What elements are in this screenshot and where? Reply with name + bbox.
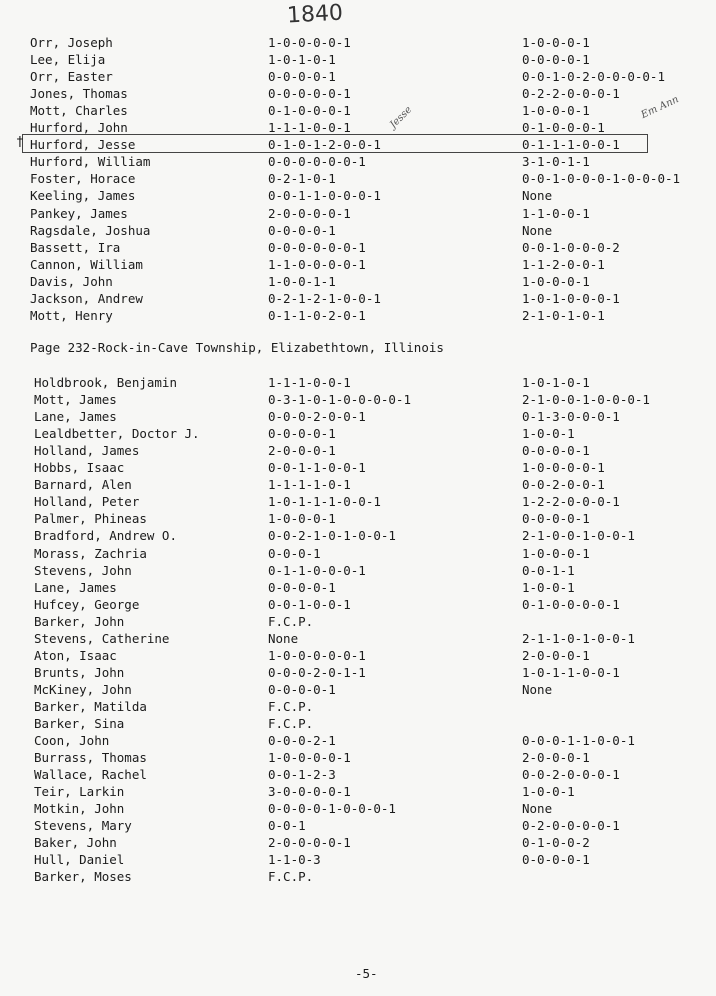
list-item (0, 834, 716, 851)
household-males: 1-0-0-0-0-0-1 (268, 647, 366, 663)
person-name: Stevens, John (34, 562, 132, 578)
household-males: 1-0-0-1-1 (268, 273, 336, 289)
household-males: 0-0-0-0-0-1 (268, 86, 351, 102)
household-males: 0-0-0-0-1 (268, 426, 336, 442)
household-females: 0-1-1-1-0-0-1 (522, 137, 620, 153)
household-males: 1-0-0-0-1 (268, 511, 336, 527)
person-name: Barker, John (34, 613, 125, 629)
handwritten-year: 1840 (286, 0, 344, 29)
household-females: 2-0-0-0-1 (522, 647, 590, 663)
household-females: 0-1-3-0-0-0-1 (522, 409, 620, 425)
household-females: 1-0-0-1 (522, 426, 575, 442)
person-name: Bassett, Ira (30, 239, 121, 255)
household-males: 0-1-1-0-0-0-1 (268, 562, 366, 578)
person-name: Brunts, John (34, 664, 125, 680)
person-name: Pankey, James (30, 205, 128, 221)
list-item (0, 613, 716, 630)
list-item (0, 817, 716, 834)
household-females: 0-0-2-0-0-0-1 (522, 767, 620, 783)
person-name: McKiney, John (34, 681, 132, 697)
person-name: Hurford, Jesse (30, 137, 136, 153)
list-item (0, 596, 716, 613)
list-item (0, 205, 716, 222)
person-name: Lane, James (34, 409, 117, 425)
household-females: 1-0-0-0-0-1 (522, 460, 605, 476)
list-item (0, 527, 716, 544)
person-name: Teir, Larkin (34, 784, 125, 800)
person-name: Lealdbetter, Doctor J. (34, 426, 200, 442)
person-name: Orr, Joseph (30, 35, 113, 50)
list-item (0, 459, 716, 476)
household-females: 1-0-0-1 (522, 784, 575, 800)
household-males: 2-0-0-0-1 (268, 443, 336, 459)
list-item (0, 222, 716, 239)
person-name: Holdbrook, Benjamin (34, 375, 177, 390)
list-item (0, 510, 716, 527)
household-females: 1-0-0-1 (522, 579, 575, 595)
household-females: 1-0-1-0-0-0-1 (522, 290, 620, 306)
person-name: Lee, Elija (30, 52, 106, 68)
list-item (0, 102, 716, 119)
household-males: 2-0-0-0-0-1 (268, 205, 351, 221)
list-item (0, 766, 716, 783)
household-males: 0-0-0-0-0-0-1 (268, 154, 366, 170)
household-males: 1-0-1-1-1-0-0-1 (268, 494, 381, 510)
list-item (0, 307, 716, 324)
household-males: 0-0-1 (268, 818, 306, 834)
person-name: Ragsdale, Joshua (30, 222, 151, 238)
household-males: 0-0-1-0-0-1 (268, 596, 351, 612)
person-name: Barker, Sina (34, 716, 125, 731)
list-item (0, 153, 716, 170)
list-item (0, 290, 716, 307)
person-name: Mott, James (34, 392, 117, 408)
household-females: 0-0-1-0-2-0-0-0-0-1 (522, 69, 665, 85)
list-item (0, 170, 716, 187)
household-males: 0-0-0-0-1 (268, 681, 336, 697)
household-females: 0-1-0-0-2 (522, 835, 590, 851)
person-name: Barker, Moses (34, 869, 132, 885)
household-females: 0-0-0-1-1-0-0-1 (522, 733, 635, 749)
person-name: Wallace, Rachel (34, 767, 147, 783)
person-name: Hurford, John (30, 120, 128, 136)
section-heading: Page 232-Rock-in-Cave Township, Elizabethtown, Illinois (30, 340, 444, 355)
household-males: 1-1-1-0-0-1 (268, 375, 351, 390)
household-females: 0-0-0-0-1 (522, 52, 590, 68)
person-name: Hull, Daniel (34, 852, 125, 868)
household-males: 0-0-0-2-0-0-1 (268, 409, 366, 425)
list-item (0, 715, 716, 732)
person-name: Hurford, William (30, 154, 151, 170)
person-name: Bradford, Andrew O. (34, 528, 177, 544)
household-females: 1-2-2-0-0-0-1 (522, 494, 620, 510)
list-item (0, 647, 716, 664)
household-males: 3-0-0-0-0-1 (268, 784, 351, 800)
list-item (0, 85, 716, 102)
person-name: Mott, Henry (30, 307, 113, 323)
person-name: Stevens, Mary (34, 818, 132, 834)
list-item (0, 545, 716, 562)
household-males: 0-0-0-1 (268, 545, 321, 561)
list-item (0, 119, 716, 136)
list-item (0, 851, 716, 868)
household-females: 0-0-0-0-1 (522, 443, 590, 459)
person-name: Jackson, Andrew (30, 290, 143, 306)
household-females: 1-0-0-0-1 (522, 35, 590, 50)
household-females: None (522, 188, 553, 204)
person-name: Hobbs, Isaac (34, 460, 125, 476)
household-males: None (268, 630, 299, 646)
person-name: Davis, John (30, 273, 113, 289)
list-item (0, 136, 716, 153)
list-item (0, 562, 716, 579)
list-item (0, 374, 716, 391)
person-name: Hufcey, George (34, 596, 140, 612)
list-item (0, 391, 716, 408)
household-males: 0-0-1-2-3 (268, 767, 336, 783)
household-males: 1-1-1-1-0-1 (268, 477, 351, 493)
household-females: 0-0-1-1 (522, 562, 575, 578)
household-males: 0-1-1-0-2-0-1 (268, 307, 366, 323)
person-name: Palmer, Phineas (34, 511, 147, 527)
household-males: F.C.P. (268, 613, 314, 629)
household-females: 1-0-1-0-1 (522, 375, 590, 390)
household-females: None (522, 222, 553, 238)
person-name: Coon, John (34, 733, 110, 749)
person-name: Barker, Matilda (34, 698, 147, 714)
list-item (0, 664, 716, 681)
list-item (0, 239, 716, 256)
household-males: 0-3-1-0-1-0-0-0-0-1 (268, 392, 411, 408)
list-item (0, 256, 716, 273)
household-females: 2-0-0-0-1 (522, 750, 590, 766)
person-name: Cannon, William (30, 256, 143, 272)
person-name: Jones, Thomas (30, 86, 128, 102)
household-females: 1-0-0-0-1 (522, 545, 590, 561)
household-females: 1-1-2-0-0-1 (522, 256, 605, 272)
household-males: 0-0-0-0-1-0-0-0-1 (268, 801, 396, 817)
household-females: None (522, 801, 553, 817)
list-item (0, 51, 716, 68)
person-name: Holland, James (34, 443, 140, 459)
list-item (0, 187, 716, 204)
household-males: 1-1-0-3 (268, 852, 321, 868)
person-name: Motkin, John (34, 801, 125, 817)
handwritten-note-jesse: Jesse (387, 104, 415, 131)
household-males: 0-0-0-2-1 (268, 733, 336, 749)
household-males: 1-0-0-0-0-1 (268, 750, 351, 766)
household-females: 1-0-0-0-1 (522, 273, 590, 289)
household-males: 0-0-0-0-1 (268, 222, 336, 238)
household-females: 0-0-0-0-1 (522, 511, 590, 527)
list-item (0, 698, 716, 715)
household-females: 0-2-2-0-0-0-1 (522, 86, 620, 102)
household-males: F.C.P. (268, 698, 314, 714)
page-number: -5- (355, 966, 378, 981)
person-name: Keeling, James (30, 188, 136, 204)
list-item (0, 749, 716, 766)
household-females: 0-1-0-0-0-1 (522, 120, 605, 136)
household-females: 1-0-1-1-0-0-1 (522, 664, 620, 680)
household-females: 2-1-0-0-1-0-0-0-1 (522, 392, 650, 408)
household-males: 1-1-0-0-0-0-1 (268, 256, 366, 272)
household-females: 0-0-0-0-1 (522, 852, 590, 868)
household-males: 2-0-0-0-0-1 (268, 835, 351, 851)
list-item (0, 579, 716, 596)
household-males: 1-0-1-0-1 (268, 52, 336, 68)
household-females: 0-0-1-0-0-0-1-0-0-0-1 (522, 171, 681, 187)
list-item (0, 273, 716, 290)
list-item (0, 681, 716, 698)
household-males: 0-0-0-0-1 (268, 69, 336, 85)
household-males: 0-1-0-1-2-0-0-1 (268, 137, 381, 153)
household-males: 0-2-1-2-1-0-0-1 (268, 290, 381, 306)
person-name: Orr, Easter (30, 69, 113, 85)
household-females: None (522, 681, 553, 697)
household-males: 0-0-1-1-0-0-1 (268, 460, 366, 476)
list-item (0, 493, 716, 510)
household-males: 0-0-2-1-0-1-0-0-1 (268, 528, 396, 544)
household-males: 0-0-0-0-1 (268, 579, 336, 595)
person-name: Mott, Charles (30, 103, 128, 119)
list-item (0, 732, 716, 749)
person-name: Baker, John (34, 835, 117, 851)
household-females: 0-0-1-0-0-0-2 (522, 239, 620, 255)
household-females: 1-1-0-0-1 (522, 205, 590, 221)
household-males: 0-0-1-1-0-0-0-1 (268, 188, 381, 204)
household-females: 3-1-0-1-1 (522, 154, 590, 170)
handwritten-note-em-ann: Em Ann (639, 94, 681, 121)
household-males: F.C.P. (268, 869, 314, 885)
household-males: 0-0-0-0-0-0-1 (268, 239, 366, 255)
household-females: 0-2-0-0-0-0-1 (522, 818, 620, 834)
household-males: 1-0-0-0-0-1 (268, 35, 351, 50)
person-name: Foster, Horace (30, 171, 136, 187)
household-males: 0-0-0-2-0-1-1 (268, 664, 366, 680)
household-females: 1-0-0-0-1 (522, 103, 590, 119)
list-item (0, 800, 716, 817)
person-name: Stevens, Catherine (34, 630, 170, 646)
household-males: F.C.P. (268, 716, 314, 731)
person-name: Holland, Peter (34, 494, 140, 510)
list-item (0, 408, 716, 425)
household-males: 0-1-0-0-0-1 (268, 103, 351, 119)
person-name: Burrass, Thomas (34, 750, 147, 766)
list-item (0, 34, 716, 51)
list-item (0, 783, 716, 800)
list-item (0, 68, 716, 85)
list-item (0, 868, 716, 885)
household-females: 0-1-0-0-0-0-1 (522, 596, 620, 612)
list-item (0, 425, 716, 442)
household-females: 0-0-2-0-0-1 (522, 477, 605, 493)
household-females: 2-1-0-1-0-1 (522, 307, 605, 323)
household-females: 2-1-1-0-1-0-0-1 (522, 630, 635, 646)
person-name: Barnard, Alen (34, 477, 132, 493)
marker-icon: † (16, 135, 24, 150)
household-males: 0-2-1-0-1 (268, 171, 336, 187)
household-females: 2-1-0-0-1-0-0-1 (522, 528, 635, 544)
household-males: 1-1-1-0-0-1 (268, 120, 351, 136)
person-name: Lane, James (34, 579, 117, 595)
list-item (0, 442, 716, 459)
list-item (0, 476, 716, 493)
person-name: Morass, Zachria (34, 545, 147, 561)
person-name: Aton, Isaac (34, 647, 117, 663)
list-item (0, 630, 716, 647)
